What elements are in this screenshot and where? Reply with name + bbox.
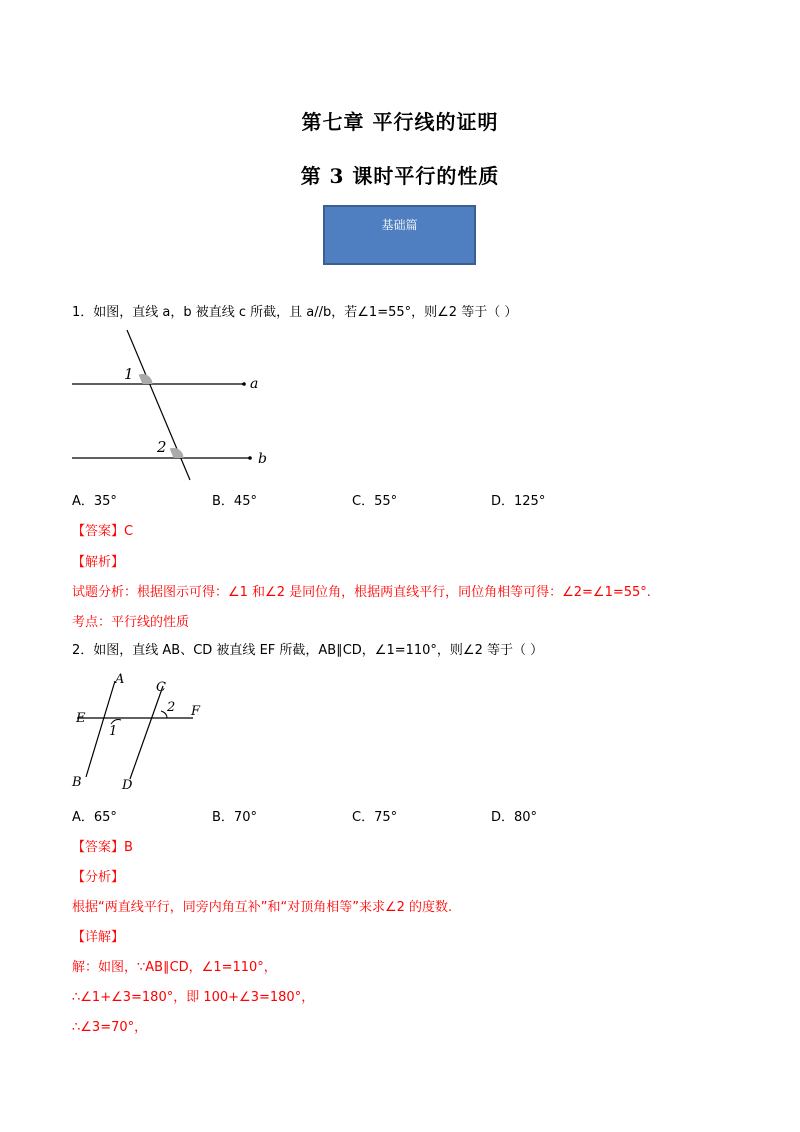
q2-label-angle2: 2: [167, 700, 176, 715]
q2-detail-line: ∴∠1+∠3=180°，即 100+∠3=180°，: [72, 990, 315, 1005]
chapter-title: 第七章 平行线的证明: [301, 110, 499, 134]
q2-option-d: D．80°: [491, 810, 538, 825]
q1-kaodian: 考点：平行线的性质: [72, 615, 190, 630]
q1-question: 1．如图，直线 a，b 被直线 c 所截，且 a//b，若∠1=55°，则∠2 等于（ ）: [72, 305, 518, 320]
q2-analysis-heading: 【分析】: [72, 870, 125, 885]
q2-detail-line: ∴∠3=70°，: [72, 1020, 148, 1035]
q2-label-angle1: 1: [109, 724, 118, 739]
q1-answer: 【答案】C: [72, 524, 134, 539]
q1-label-angle2: 2: [157, 438, 167, 456]
q1-figure: [60, 325, 290, 485]
q1-analysis: 试题分析：根据图示可得：∠1 和∠2 是同位角，根据两直线平行，同位角相等可得：∠2=∠1=55°.: [72, 585, 651, 600]
q1-option-d: D．125°: [491, 494, 546, 509]
q2-line-cd: [130, 686, 163, 779]
q2-label-e: E: [76, 711, 86, 726]
q1-label-angle1: 1: [124, 365, 134, 383]
q2-label-a: A: [115, 672, 125, 687]
level-box: [323, 205, 476, 265]
q1-label-b: b: [258, 451, 267, 467]
q1-label-a: a: [250, 376, 259, 392]
q2-label-c: C: [156, 680, 166, 695]
q2-figure: [65, 668, 225, 800]
q1-analysis-heading: 【解析】: [72, 555, 125, 570]
q1-angle1-arc: [139, 374, 153, 384]
q2-label-f: F: [191, 704, 201, 719]
q2-analysis: 根据“两直线平行，同旁内角互补”和“对顶角相等”来求∠2 的度数.: [72, 900, 453, 915]
q2-option-c: C．75°: [352, 810, 398, 825]
q2-detail-line: 解：如图，∵AB∥CD，∠1=110°，: [72, 960, 277, 975]
q1-angle2-arc: [170, 448, 184, 458]
level-box-label: 基础篇: [381, 218, 418, 232]
q1-line-a: [72, 382, 246, 386]
q2-answer: 【答案】B: [72, 840, 133, 855]
q1-line-b: [72, 456, 252, 460]
q2-detail-heading: 【详解】: [72, 930, 125, 945]
q2-option-a: A．65°: [72, 810, 117, 825]
q2-label-b: B: [72, 775, 82, 790]
q1-option-c: C．55°: [352, 494, 398, 509]
q2-label-d: D: [122, 778, 133, 793]
q1-option-a: A．35°: [72, 494, 117, 509]
q2-question: 2．如图，直线 AB、CD 被直线 EF 所截，AB∥CD，∠1=110°，则∠2 等于（ ）: [72, 643, 544, 658]
q2-option-b: B．70°: [212, 810, 257, 825]
q1-option-b: B．45°: [212, 494, 257, 509]
lesson-title: 第 3 课时平行的性质: [300, 164, 500, 188]
